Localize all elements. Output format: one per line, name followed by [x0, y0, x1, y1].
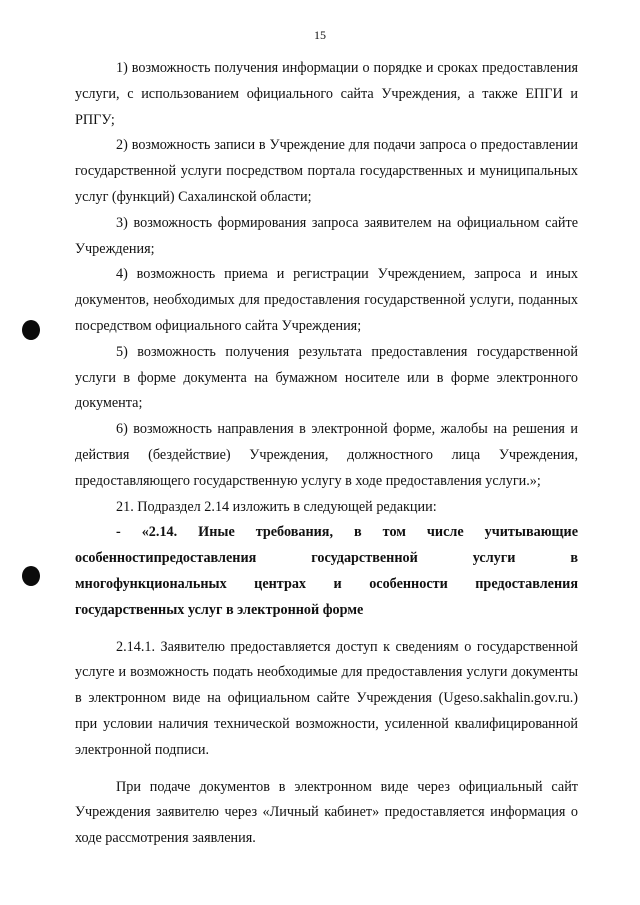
section-heading: - «2.14. Иные требования, в том числе учитывающие особенностипредоставления государственной услуги в многофункциональных центрах и особенности предоставления государственных услуг в электронной форме — [75, 524, 578, 618]
closing-paragraph: При подаче документов в электронном виде через официальный сайт Учреждения заявителю через «Личный кабинет» предоставляется информация о ходе рассмотрения заявления. — [75, 778, 578, 847]
list-item-3: 3) возможность формирования запроса заявителем на официальном сайте Учреждения; — [75, 214, 578, 257]
page-number: 15 — [314, 28, 326, 42]
list-item-6: 6) возможность направления в электронной форме, жалобы на решения и действия (бездействие) Учреждения, должностного лица Учреждения, предоставляющего государственную услугу в ходе предоставления услуги.»; — [75, 421, 578, 489]
list-item-4: 4) возможность приема и регистрации Учреждением, запроса и иных документов, необходимых для предоставления государственной услуги, поданных посредством официального сайта Учреждения; — [75, 266, 578, 334]
clause-2-14-1: 2.14.1. Заявителю предоставляется доступ к сведениям о государственной услуге и возможность подать необходимые для предоставления услуги документы в электронном виде на официальном сайте Учреждения (Ugeso.sakhalin.gov.ru.) при условии наличия технической возможности, усиленной квалифицированной электронной подписи. — [75, 638, 578, 758]
list-item-5: 5) возможность получения результата предоставления государственной услуги в форме документа на бумажном носителе или в форме электронного документа; — [75, 343, 578, 412]
punch-hole-mark — [22, 566, 40, 586]
list-item-2: 2) возможность записи в Учреждение для подачи запроса о предоставлении государственной услуги посредством портала государственных и муниципальных услуг (функций) Сахалинской области; — [75, 137, 578, 205]
amendment-intro: 21. Подраздел 2.14 изложить в следующей редакции: — [116, 498, 437, 515]
list-item-1: 1) возможность получения информации о порядке и сроках предоставления услуги, с использованием официального сайта Учреждения, а также ЕПГИ и РПГУ; — [75, 60, 578, 128]
punch-hole-mark — [22, 320, 40, 340]
document-body — [75, 56, 578, 852]
